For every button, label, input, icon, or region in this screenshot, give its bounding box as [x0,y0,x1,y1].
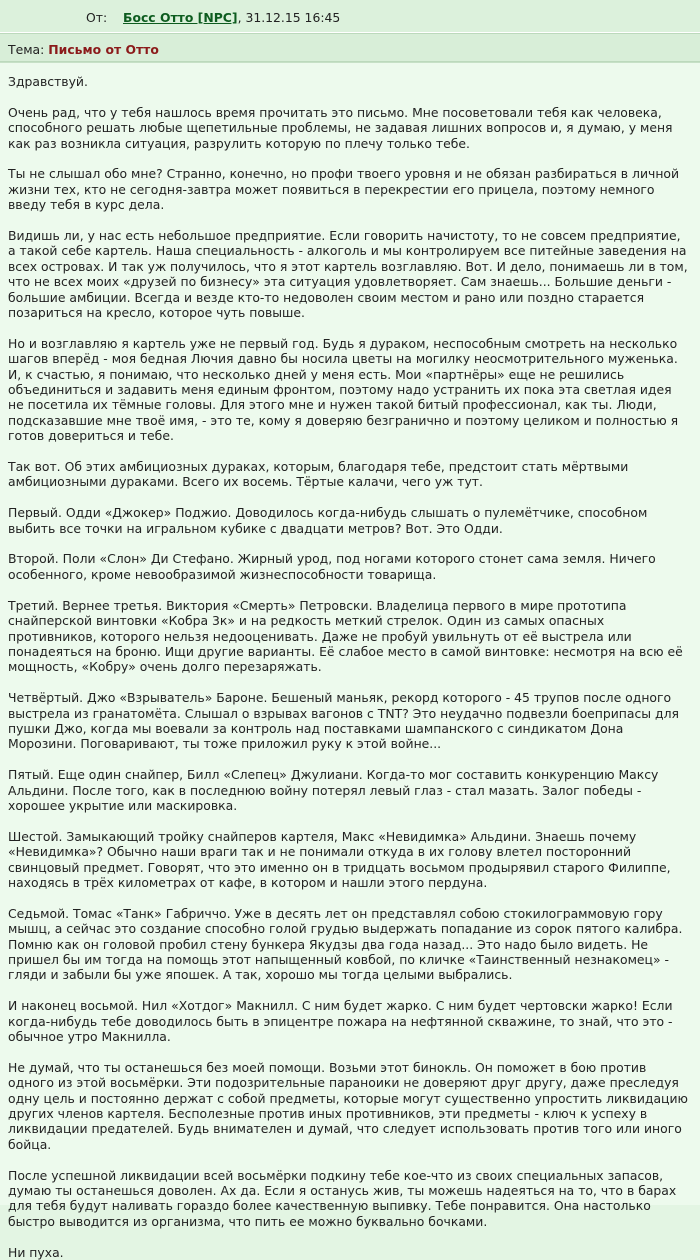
message-paragraph: Пятый. Еще один снайпер, Билл «Слепец» Джулиани. Когда-то мог составить конкуренцию Максу Альдини. После того, как в последнюю войну потерял левый глаз - стал мазать. Залог победы - хорошее укрытие или маскировка. [8,767,659,813]
message-paragraph: Второй. Поли «Слон» Ди Стефано. Жирный урод, под ногами которого стонет сама земля. Ничего особенного, кроме невообразимой жизнеспособности товарища. [8,551,656,582]
message-paragraph: Четвёртый. Джо «Взрыватель» Бароне. Бешеный маньяк, рекорд которого - 45 трупов после одного выстрела из гранатомёта. Слышал о взрывах вагонов с TNT? Это неудачно подвезли боеприпасы для пушки Джо, когда мы воевали за контроль над поставками шампанского с синдикатом Дона Морозини. Поговаривают, ты тоже приложил руку к этой войне... [8,690,679,752]
message-paragraph: Здравствуй. [8,74,88,89]
message-paragraph: Очень рад, что у тебя нашлось время прочитать это письмо. Мне посоветовали тебя как человека, способного решать любые щепетильные проблемы, не задавая лишних вопросов и, я думаю, у меня как раз возникла ситуация, разрулить которую по плечу только тебе. [8,104,673,151]
subject-title: Письмо от Отто [48,42,159,57]
message-paragraph: Так вот. Об этих амбициозных дураках, которым, благодаря тебе, предстоит стать мёртвыми амбициозными дураками. Всего их восемь. Тёртые калачи, чего уж тут. [8,459,629,490]
message-header [0,0,700,33]
message-paragraph: После успешной ликвидации всей восьмёрки подкину тебе кое-что из своих специальных запасов, думаю ты останешься доволен. Ах да. Если я останусь жив, ты можешь надеяться на то, что в барах для тебя будут наливать гораздо более качественную выпивку. Тебе понравится. Она настолько быстро выводится из организма, что пить ее можно буквально бочками. [8,1167,677,1229]
sender-link[interactable]: Босс Отто [NPC] [123,10,238,25]
message-paragraph: Ты не слышал обо мне? Странно, конечно, но профи твоего уровня и не обязан разбираться в личной жизни тех, кто не сегодня-завтра может появиться в перекрестии его прицела, поэтому немного введу тебя в курс дела. [8,166,680,213]
message-paragraph: Видишь ли, у нас есть небольшое предприятие. Если говорить начистоту, то не совсем предприятие, а такой себе картель. Наша специальность - алкоголь и мы контролируем все питейные заведения на всех островах. И так уж получилось, что я этот картель возглавляю. Вот. И дело, понимаешь ли в том, что не всех моих «друзей по бизнесу» эта ситуация удовлетворяет. Сам знаешь... Большие деньги - большие амбиции. Всегда и везде кто-то недоволен своим местом и рано или поздно старается позариться на кресло, которое чуть повыше. [8,228,688,321]
subject-row [0,33,700,62]
message-paragraph: Не думай, что ты останешься без моей помощи. Возьми этот бинокль. Он поможет в бою против одного из этой восьмёрки. Эти подозрительные параноики не доверяют друг другу, даже преследуя одну цель и постоянно держат с собой предметы, которые могут существенно упростить ликвидацию других членов картеля. Бесполезные против иных противников, эти предметы - ключ к успеху в ликвидации предателей. Будь внимателен и думай, что следует использовать против того или иного бойца. [8,1059,688,1152]
message-body [0,62,700,1260]
message-paragraph: Шестой. Замыкающий тройку снайперов картеля, Макс «Невидимка» Альдини. Знаешь почему «Невидимка»? Обычно наши враги так и не понимали откуда в их голову влетел посторонний свинцовый предмет. Говорят, что это именно он в тридцать восьмом продырявил старого Филиппе, находясь в трёх километрах от кафе, в котором и нашли этого пердуна. [8,828,671,890]
message-paragraph: Седьмой. Томас «Танк» Габриччо. Уже в десять лет он представлял собою стокилограммовую гору мышц, а сейчас это создание способно голой грудью выдержать попадание из сорок пятого калибра. Помню как он головой пробил стену бункера Якудзы два года назад... Это надо было видеть. Не пришел бы им тогда на помощь этот напыщенный ковбой, по кличке «Таинственный незнакомец» - гляди и забыли бы уже япошек. А так, хорошо мы тогда целыми выбрались. [8,905,683,983]
subject-label: Тема: [8,42,45,57]
message-paragraph: Первый. Одди «Джокер» Поджио. Доводилось когда-нибудь слышать о пулемётчике, способном выбить все точки на игральном кубике с двадцати метров? Вот. Это Одди. [8,505,648,536]
message-paragraph: Третий. Вернее третья. Виктория «Смерть» Петровски. Владелица первого в мире прототипа снайперской винтовки «Кобра 3к» и на редкость меткий стрелок. Один из самых опасных противников, которого нельзя недооценивать. Даже не пробуй увильнуть от её выстрела или понадеяться на броню. Ищи другие варианты. Её слабое место в самой винтовке: несмотря на всю её мощность, «Кобру» очень долго перезаряжать. [8,597,683,675]
message-paragraph: Ни пуха. [8,1244,64,1260]
message-paragraph: Но и возглавляю я картель уже не первый год. Будь я дураком, неспособным смотреть на несколько шагов вперёд - моя бедная Лючия давно бы носила цветы на могилку неосмотрительного муженька. И, к счастью, я понимаю, что несколько дней у меня есть. Мои «партнёры» еще не решились объединиться и задавить меня единым фронтом, поэтому надо устранить их пока эта светлая идея не посетила их тёмные головы. Для этого мне и нужен такой битый профессионал, как ты. Люди, подсказавшие мне твоё имя, - это те, кому я доверяю безгранично и поэтому целиком и полностью я готов довериться и тебе. [8,335,679,444]
from-label: От: [86,10,108,25]
from-value [123,10,340,25]
message-paragraph: И наконец восьмой. Нил «Хотдог» Макнилл. С ним будет жарко. С ним будет чертовски жарко! Если когда-нибудь тебе доводилось быть в эпицентре пожара на нефтянной скважине, то знай, что это - обычное утро Макнилла. [8,998,673,1044]
message-timestamp: , 31.12.15 16:45 [237,10,341,25]
